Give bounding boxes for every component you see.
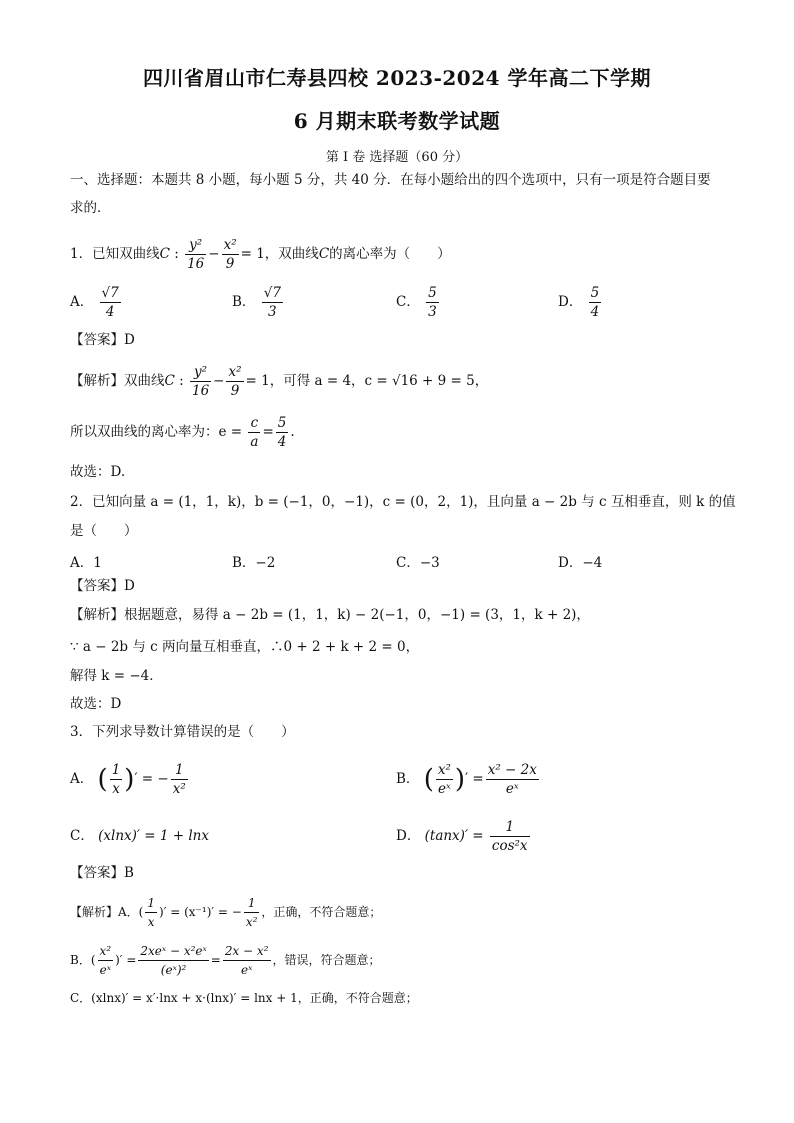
q1-option-a-den: 4 [105,304,115,320]
q1-option-a-frac [100,284,121,321]
q2-analysis-line1: 【解析】根据题意，易得 a − 2b = (1，1，k) − 2(−1，0，−1) = (3，1，k + 2)， [70,607,590,623]
q3-option-d-label: D． [396,828,421,844]
q2-option-b-label: B． [232,555,256,571]
q2-option-b-value: −2 [255,555,276,571]
q2-option-a[interactable] [70,551,102,571]
q3-analysis-a-prefix: 【解析】A． [70,905,139,919]
q1-tail: 的离心率为（ ） [329,246,451,262]
q3-option-b-label: B． [396,771,420,787]
q2-option-a-value: 1 [93,555,102,571]
q1-analysis-mid: = 1，可得 a = 4，c = √16 + 9 = 5， [245,373,489,389]
q3-analysis-b-prefix: B． [70,953,91,967]
q1-option-b-den: 3 [268,304,277,320]
q3-option-b-lhs-num: x² [437,762,451,778]
q1-option-d-frac [589,284,602,321]
q1-analysis-frac-y-num: y² [190,363,211,382]
q3-analysis-a-num2: 1 [244,894,260,913]
q1-frac-y-den: 16 [187,256,205,272]
q1-analysis-frac-y-den: 16 [191,383,210,399]
q3-analysis-a-den2: x² [245,915,258,929]
q3-analysis-b-d1: eˣ [99,963,111,977]
q1-eccentricity-prefix: 所以双曲线的离心率为：e = [70,424,243,440]
q1-eq-tail: = 1，双曲线 [240,246,319,262]
q1-option-b[interactable] [232,284,285,321]
q1-option-a-num: √7 [101,285,119,301]
q3-analysis-a-tail: ，正确，不符合题意； [261,905,382,919]
q1-analysis-prefix: 【解析】双曲线 [70,373,165,389]
q3-analysis-a-num: 1 [145,894,157,913]
q1-ecc-num: 5 [277,415,287,431]
q2-choose: 故选：D [70,696,122,712]
q1-frac-x-den: 9 [225,256,235,272]
q1-curve-2: C [318,246,330,262]
q1-eccentricity: 所以双曲线的离心率为：e = $\frac{c}{a}$ = $\frac{5}{4}$ . [70,415,295,450]
q3-option-a-rhs-den: x² [172,781,186,797]
q1-choose: 故选：D. [70,464,126,480]
q3-analysis-b-n1: x² [98,942,114,961]
q3-analysis-b-d3: eˣ [240,963,253,977]
q1-analysis-frac-x-den: 9 [230,383,240,399]
q1-analysis-frac-y [190,363,211,400]
q1-curve: C [159,246,170,262]
q3-option-a-label: A． [70,771,94,787]
q3-option-d-lhs: (tanx)′ = [424,828,484,844]
q3-analysis-a: 【解析】A．( $\frac{1}{x}$ )′ = (x⁻¹)′ = − $\frac{1}{\text{x²}}$ ，正确，不符合题意； [70,896,382,929]
q3-analysis-b-n2: 2xeˣ − x²eˣ [138,942,208,961]
q3-analysis-a-frac2 [244,894,260,931]
q1-option-d-den: 4 [590,304,600,320]
q3-option-d-rhs [490,818,530,855]
q1-frac-x [222,236,239,273]
q3-option-b-rhs-den: eˣ [505,781,519,797]
q3-analysis-a-den: x [147,915,155,929]
q1-option-c[interactable] [396,284,441,321]
q1-option-d-num: 5 [590,285,600,301]
q1-prefix: 1．已知双曲线 [70,246,160,262]
q1-option-c-den: 3 [428,304,437,320]
q1-frac-x-num: x² [223,237,237,253]
q3-option-c[interactable] [70,824,209,848]
section-heading: 第 I 卷 选择题（60 分） [325,150,469,165]
q3-answer: 【答案】B [70,865,134,881]
q1-ecc-frac-ca [248,414,260,451]
q1-option-d-label: D． [558,294,583,310]
q3-analysis-b: B．( $\frac{\text{x²}}{\text{eˣ}}$ )′ = $\frac{\text{2xeˣ − x²eˣ}}{\text{(eˣ)²}}$ = $\frac{\text{2x − x²}}{\text{eˣ}}$ ，错误，符合题意； [70,944,381,977]
q1-option-a-label: A． [70,294,94,310]
exam-title-line1: 四川省眉山市仁寿县四校 2023-2024 学年高二下学期 [142,66,652,90]
q3-option-d[interactable] [396,815,532,857]
q1-option-d[interactable] [558,284,603,321]
q2-option-b[interactable] [232,551,275,571]
q2-stem-line1: 2．已知向量 a = (1，1，k)，b = (−1，0，−1)，c = (0，2，1)，且向量 a − 2b 与 c 互相垂直，则 k 的值 [70,494,736,510]
q1-option-c-num: 5 [428,285,437,301]
q1-frac-y [185,236,206,273]
q1-option-c-frac [426,284,439,321]
q1-ecc-a: a [250,434,259,450]
q2-option-c-label: C． [396,555,420,571]
q3-analysis-c: C．(xlnx)′ = x′·lnx + x·(lnx)′ = lnx + 1，正确，不符合题意； [70,991,418,1005]
q1-option-b-frac [262,284,283,321]
q2-option-d[interactable] [558,551,602,571]
q3-option-a-rhs-num: 1 [171,761,188,780]
q1-ecc-c: c [248,414,260,433]
q3-option-b-lhs-den: eˣ [437,781,451,797]
q2-option-c-value: −3 [419,555,440,571]
q1-analysis-frac-x [226,363,243,400]
instructions-line2: 求的． [70,200,111,216]
q2-stem-line2: 是（ ） [70,523,138,539]
q3-stem: 3．下列求导数计算错误的是（ ） [70,724,295,740]
q3-option-a-rhs [171,761,188,798]
exam-title-line2: 6 月期末联考数学试题 [293,109,501,133]
q1-option-c-label: C． [396,294,420,310]
q2-analysis-line3: 解得 k = −4． [70,668,163,684]
q3-analysis-b-frac2 [138,942,208,979]
q3-option-a-lhs [110,761,123,798]
q1-ecc-den: 4 [277,434,287,450]
q3-analysis-a-frac [145,894,157,931]
q1-analysis: 【解析】双曲线C : $\frac{\text{y²}}{16}$ − $\frac{\text{x²}}{9}$ = 1，可得 a = 4，c = √16 + 9 = 5， [70,364,489,399]
q2-answer: 【答案】D [70,578,135,594]
q1-analysis-curve: C [164,373,175,389]
q1-option-a[interactable] [70,284,123,321]
q1-stem: 1．已知双曲线C : $\frac{\text{y²}}{16}$ − $\frac{\text{x²}}{9}$ = 1，双曲线C的离心率为（ ） [70,237,451,272]
q3-option-a-lhs-num: 1 [111,762,121,778]
q1-ecc-frac-value [276,414,289,451]
q1-frac-y-num: y² [185,236,206,255]
q3-analysis-b-frac3 [223,942,271,979]
q2-option-c[interactable] [396,551,440,571]
q2-analysis-line2: ∵ a − 2b 与 c 两向量互相垂直，∴0 + 2 + k + 2 = 0， [70,639,420,655]
q3-option-b-rhs [486,761,539,798]
q2-option-d-value: −4 [582,555,603,571]
q3-analysis-b-frac1 [98,942,114,979]
q1-option-b-num: √7 [263,285,281,301]
q3-analysis-b-d2: (eˣ)² [160,963,187,977]
q3-option-a[interactable]: A． ( $\frac{1}{x}$ )′ = − $\frac{1}{\text{x²}}$ [70,762,186,797]
q3-analysis-b-tail: ，错误，符合题意； [272,953,381,967]
q3-option-d-den: cos²x [491,838,528,854]
q1-answer: 【答案】D [70,332,135,348]
q1-option-b-label: B． [232,294,256,310]
q2-option-a-label: A． [70,555,94,571]
q3-option-b-rhs-num: x² − 2x [487,762,537,778]
q3-option-b-lhs [436,761,453,798]
q3-option-c-text: (xlnx)′ = 1 + lnx [98,828,209,844]
q3-option-d-num: 1 [490,818,530,837]
q2-option-d-label: D． [558,555,583,571]
q3-analysis-a-mid: ′ = (x⁻¹)′ = − [163,905,242,919]
q3-analysis-b-n3: 2x − x² [223,942,271,961]
q3-option-a-lhs-den: x [112,781,120,797]
instructions-line1: 一、选择题：本题共 8 小题，每小题 5 分，共 40 分．在每小题给出的四个选项中，只有一项是符合题目要 [70,172,711,188]
q3-option-c-label: C． [70,828,94,844]
q3-option-b[interactable]: B． ( $\frac{\text{x²}}{\text{eˣ}}$ )′ = $\frac{\text{x² − 2x}}{\text{eˣ}}$ [396,762,537,797]
q1-analysis-frac-x-num: x² [228,364,242,380]
